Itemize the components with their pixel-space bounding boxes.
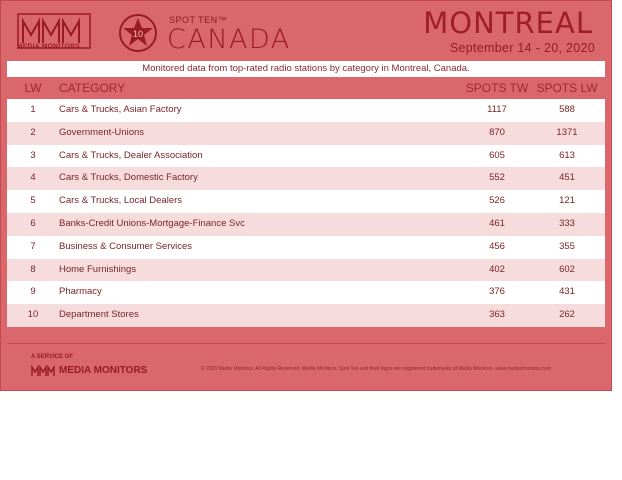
row-lw: 2 [30,126,36,138]
row-spots-tw: 456 [489,240,505,252]
country-title: CANADA [167,24,291,55]
row-spots-lw: 262 [559,309,575,321]
star-number: 10 [132,29,144,39]
row-spots-tw: 363 [489,309,505,321]
spot-ten-label: SPOT TEN™ [169,15,228,25]
row-spots-tw: 605 [489,149,505,161]
header-spots-tw: SPOTS TW [465,81,529,95]
row-spots-tw: 870 [489,126,505,138]
row-spots-lw: 431 [559,286,575,298]
table-header [7,79,605,97]
row-spots-lw: 451 [559,172,575,184]
service-label: A SERVICE OF [31,354,74,360]
row-category: Department Stores [59,309,139,321]
table-row [7,190,605,213]
footer-logo-icon [31,365,55,377]
row-lw: 4 [30,172,36,184]
row-spots-lw: 1371 [556,126,578,138]
row-lw: 5 [30,195,36,207]
row-category: Pharmacy [59,286,102,298]
table-row [7,259,605,282]
row-lw: 8 [30,263,36,275]
table-row [7,281,605,304]
row-category: Banks-Credit Unions-Mortgage-Finance Svc [59,217,245,229]
city-title: MONTREAL [423,6,593,40]
row-spots-tw: 376 [489,286,505,298]
row-spots-lw: 333 [559,217,575,229]
row-spots-tw: 402 [489,263,505,275]
row-category: Home Furnishings [59,263,137,275]
date-range: September 14 - 20, 2020 [449,41,595,55]
row-lw: 9 [30,286,36,298]
logo-wordmark: MEDIA MONITORS [17,43,81,50]
row-category: Business & Consumer Services [59,240,193,252]
row-spots-tw: 552 [489,172,505,184]
row-spots-tw: 526 [489,195,505,207]
table-row [7,99,605,122]
row-spots-lw: 613 [559,149,575,161]
row-category: Cars & Trucks, Domestic Factory [59,172,198,184]
table-row [7,213,605,236]
table-row [7,145,605,168]
header-category: CATEGORY [59,81,126,95]
row-category: Cars & Trucks, Dealer Association [59,149,203,161]
star-badge-icon [118,13,158,53]
table-row [7,236,605,259]
table-row [7,304,605,327]
footer-divider [7,343,605,344]
header-lw: LW [24,81,42,95]
table-row [7,122,605,145]
row-spots-tw: 461 [489,217,505,229]
footer-brand: MEDIA MONITORS [59,365,148,376]
row-category: Cars & Trucks, Asian Factory [59,104,182,115]
header-spots-lw: SPOTS LW [536,81,598,95]
row-category: Cars & Trucks, Local Dealers [59,195,183,207]
table-row [7,167,605,190]
row-lw: 7 [30,240,36,252]
row-lw: 3 [30,149,36,161]
subtitle: Monitored data from top-rated radio stations by category in Montreal, Canada. [7,61,605,77]
row-lw: 1 [30,104,36,115]
row-category: Government-Unions [59,126,145,138]
copyright-notice: © 2020 Media Monitors. All Rights Reserved. Media Monitors, Spot Ten and their logos are registered trademarks of Media Monitors. www.mediamonitors.com [201,366,551,372]
row-spots-lw: 121 [559,195,575,207]
row-spots-lw: 355 [559,240,575,252]
table-body [7,99,605,327]
row-lw: 10 [27,309,39,321]
row-spots-lw: 602 [559,263,575,275]
row-spots-tw: 1117 [487,104,507,115]
row-lw: 6 [30,217,36,229]
row-spots-lw: 588 [559,104,575,115]
